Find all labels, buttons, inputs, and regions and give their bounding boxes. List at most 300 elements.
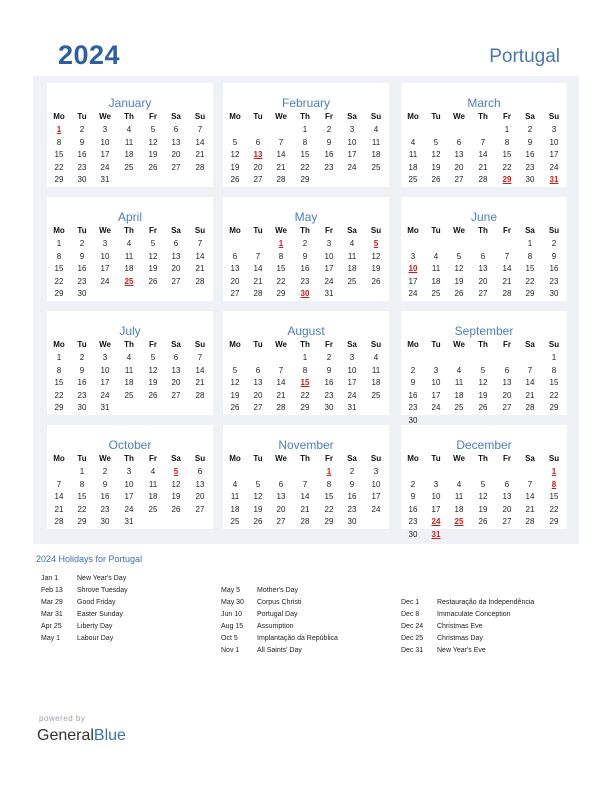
calendar-day: 22 — [549, 390, 559, 400]
weekday-header: Su — [194, 454, 206, 463]
month-name: January — [108, 96, 152, 110]
holiday-name: Good Friday — [77, 599, 116, 606]
calendar-day: 5 — [255, 479, 261, 489]
calendar-day: 6 — [173, 125, 179, 134]
weekday-header: Sa — [347, 454, 357, 463]
calendar-day: 17 — [431, 390, 441, 400]
calendar-day: 11 — [230, 492, 240, 502]
month-june — [401, 197, 567, 301]
calendar-day: 11 — [124, 365, 134, 375]
calendar-day: 17 — [124, 492, 134, 502]
calendar-day: 25 — [371, 162, 381, 172]
holiday-name: Shrove Tuesday — [77, 587, 128, 594]
calendar-day: 10 — [431, 378, 441, 388]
calendar-day: 28 — [195, 276, 205, 286]
calendar-day: 3 — [410, 251, 416, 261]
calendar-day: 31 — [100, 175, 110, 185]
calendar-day: 17 — [324, 264, 334, 274]
calendar-day: 22 — [77, 504, 87, 514]
calendar-day: 29 — [54, 403, 64, 413]
calendar-day: 4 — [150, 467, 156, 476]
weekday-header: Tu — [431, 340, 441, 349]
holiday-date: Jan 1 — [41, 575, 59, 582]
calendar-day: 20 — [502, 390, 512, 400]
holiday-date: Jun 10 — [221, 611, 243, 618]
calendar-day: 18 — [431, 276, 441, 286]
holiday-name: Portugal Day — [257, 611, 298, 618]
calendar-day: 25 — [230, 517, 240, 527]
calendar-day: 7 — [504, 251, 510, 261]
weekday-header: Th — [478, 340, 488, 349]
holiday-column — [41, 575, 128, 647]
weekday-header: Sa — [347, 340, 357, 349]
calendar-day: 22 — [502, 162, 512, 172]
weekday-header: We — [275, 340, 287, 349]
calendar-day: 13 — [195, 479, 205, 489]
calendar-day: 28 — [195, 390, 205, 400]
calendar-day: 21 — [195, 150, 205, 160]
calendar-day: 27 — [454, 175, 464, 185]
weekday-header: Su — [370, 340, 382, 349]
calendar-day: 19 — [230, 162, 240, 172]
calendar-day: 30 — [77, 175, 87, 185]
calendar-day: 8 — [326, 479, 332, 489]
brand-general: General — [37, 727, 94, 744]
calendar-day: 11 — [124, 251, 134, 261]
calendar-day: 27 — [230, 289, 240, 299]
calendar-grid — [33, 76, 579, 544]
brand-blue: Blue — [93, 727, 126, 744]
calendar-day: 26 — [454, 289, 464, 299]
holiday-row — [221, 611, 338, 623]
calendar-day: 25 — [347, 276, 357, 286]
weekday-header: We — [99, 454, 111, 463]
calendar-day: 10 — [324, 251, 334, 261]
calendar-day: 17 — [549, 150, 559, 160]
holiday-date: Feb 13 — [41, 587, 63, 594]
holiday-day: 5 — [373, 239, 379, 248]
calendar-day: 22 — [54, 276, 64, 286]
month-march — [401, 83, 567, 187]
calendar-day: 19 — [454, 276, 464, 286]
calendar-day: 15 — [54, 378, 64, 388]
calendar-day: 30 — [408, 416, 418, 425]
calendar-day: 28 — [276, 403, 286, 413]
weekday-header: Tu — [253, 454, 263, 463]
weekday-header: Fr — [503, 112, 511, 121]
calendar-day: 25 — [454, 403, 464, 413]
calendar-day: 16 — [77, 378, 87, 388]
calendar-day: 1 — [551, 353, 557, 362]
calendar-day: 9 — [326, 137, 332, 147]
calendar-day: 14 — [276, 150, 286, 160]
calendar-day: 14 — [276, 378, 286, 388]
weekday-header: Tu — [431, 226, 441, 235]
weekday-header: Su — [194, 112, 206, 121]
holiday-date: Nov 1 — [221, 647, 240, 654]
calendar-day: 24 — [431, 403, 441, 413]
calendar-day: 13 — [171, 137, 181, 147]
calendar-day: 19 — [148, 150, 158, 160]
calendar-day: 2 — [302, 239, 308, 248]
calendar-day: 17 — [431, 504, 441, 514]
calendar-day: 21 — [502, 276, 512, 286]
calendar-day: 30 — [324, 403, 334, 413]
month-november — [223, 425, 389, 529]
holiday-day: 30 — [300, 289, 310, 299]
calendar-day: 12 — [478, 492, 488, 502]
holiday-name: Labour Day — [77, 635, 114, 642]
calendar-day: 26 — [171, 504, 181, 514]
calendar-day: 28 — [276, 175, 286, 185]
weekday-header: Fr — [149, 112, 157, 121]
calendar-day: 22 — [525, 276, 535, 286]
calendar-day: 14 — [195, 251, 205, 261]
calendar-day: 18 — [148, 492, 158, 502]
calendar-day: 6 — [255, 365, 261, 375]
calendar-day: 23 — [100, 504, 110, 514]
calendar-day: 9 — [79, 137, 85, 147]
holiday-row — [221, 635, 338, 647]
calendar-day: 1 — [79, 467, 85, 476]
holiday-row — [41, 611, 128, 623]
holiday-day: 10 — [408, 264, 418, 274]
holiday-day: 24 — [431, 517, 441, 527]
calendar-day: 22 — [324, 504, 334, 514]
calendar-day: 26 — [148, 162, 158, 172]
calendar-day: 26 — [478, 517, 488, 527]
weekday-header: Tu — [431, 454, 441, 463]
holiday-day: 13 — [253, 150, 263, 160]
calendar-day: 5 — [150, 353, 156, 362]
calendar-day: 30 — [77, 403, 87, 413]
calendar-day: 20 — [195, 492, 205, 502]
holiday-date: Dec 24 — [401, 623, 424, 630]
calendar-day: 20 — [253, 162, 263, 172]
calendar-day: 7 — [56, 479, 62, 489]
calendar-day: 12 — [148, 365, 158, 375]
holiday-column — [401, 599, 534, 659]
calendar-day: 18 — [124, 150, 134, 160]
calendar-day: 12 — [454, 264, 464, 274]
calendar-day: 26 — [230, 403, 240, 413]
weekday-header: Fr — [149, 454, 157, 463]
month-name: June — [470, 210, 498, 224]
month-name: May — [294, 210, 318, 224]
holiday-row — [41, 635, 128, 647]
calendar-day: 18 — [454, 390, 464, 400]
calendar-day: 7 — [480, 137, 486, 147]
weekday-header: We — [275, 112, 287, 121]
calendar-day: 25 — [408, 175, 418, 185]
holiday-row — [41, 575, 128, 587]
calendar-day: 10 — [124, 479, 134, 489]
calendar-day: 5 — [456, 251, 462, 261]
calendar-day: 6 — [456, 137, 462, 147]
calendar-day: 14 — [478, 150, 488, 160]
calendar-day: 16 — [347, 492, 357, 502]
calendar-day: 8 — [302, 137, 308, 147]
holiday-row — [221, 599, 338, 611]
calendar-day: 30 — [100, 517, 110, 527]
calendar-day: 7 — [255, 251, 261, 261]
month-january — [47, 83, 213, 187]
month-name: February — [281, 96, 331, 110]
weekday-header: Sa — [347, 112, 357, 121]
weekday-header: Tu — [77, 226, 87, 235]
calendar-day: 4 — [232, 479, 238, 489]
calendar-day: 16 — [300, 264, 310, 274]
calendar-day: 8 — [56, 365, 62, 375]
holiday-row — [401, 635, 534, 647]
calendar-day: 29 — [549, 517, 559, 527]
calendar-day: 28 — [300, 517, 310, 527]
weekday-header: Sa — [525, 454, 535, 463]
calendar-day: 15 — [525, 264, 535, 274]
calendar-day: 4 — [126, 353, 132, 362]
calendar-day: 9 — [410, 378, 416, 388]
calendar-day: 12 — [230, 150, 240, 160]
calendar-day: 13 — [502, 492, 512, 502]
calendar-day: 12 — [148, 137, 158, 147]
calendar-day: 19 — [253, 504, 263, 514]
weekday-header: Su — [548, 226, 560, 235]
holiday-date: Dec 8 — [401, 611, 420, 618]
weekday-header: Fr — [325, 340, 333, 349]
calendar-day: 19 — [171, 492, 181, 502]
holiday-date: May 1 — [41, 635, 61, 642]
month-name: October — [108, 438, 152, 452]
calendar-day: 6 — [232, 251, 238, 261]
holiday-name: Assumption — [257, 623, 294, 630]
calendar-day: 6 — [504, 365, 510, 375]
calendar-day: 6 — [480, 251, 486, 261]
calendar-day: 23 — [549, 276, 559, 286]
calendar-day: 2 — [410, 479, 416, 489]
holiday-row — [401, 647, 534, 659]
holiday-date: Dec 31 — [401, 647, 424, 654]
calendar-day: 25 — [148, 504, 158, 514]
calendar-day: 18 — [230, 504, 240, 514]
calendar-day: 14 — [300, 492, 310, 502]
holiday-date: Oct 5 — [221, 635, 238, 642]
weekday-header: Mo — [407, 112, 419, 121]
month-name: November — [278, 438, 334, 452]
weekday-header: Th — [478, 454, 488, 463]
holiday-name: Implantação da República — [257, 635, 338, 642]
calendar-day: 12 — [171, 479, 181, 489]
calendar-day: 23 — [300, 276, 310, 286]
calendar-day: 2 — [326, 125, 332, 134]
calendar-day: 2 — [326, 353, 332, 362]
month-name: August — [287, 324, 325, 338]
calendar-day: 23 — [77, 390, 87, 400]
calendar-day: 21 — [525, 504, 535, 514]
calendar-day: 26 — [148, 276, 158, 286]
month-name: March — [467, 96, 501, 110]
weekday-header: Su — [194, 340, 206, 349]
holidays-heading: 2024 Holidays for Portugal — [36, 554, 143, 564]
calendar-day: 26 — [253, 517, 263, 527]
calendar-day: 17 — [408, 276, 418, 286]
calendar-day: 2 — [79, 239, 85, 248]
weekday-header: Th — [300, 454, 310, 463]
calendar-day: 22 — [276, 276, 286, 286]
holiday-name: Liberty Day — [77, 623, 113, 630]
calendar-day: 25 — [431, 289, 441, 299]
weekday-header: Sa — [525, 112, 535, 121]
calendar-day: 12 — [148, 251, 158, 261]
calendar-day: 7 — [527, 365, 533, 375]
holiday-date: Aug 15 — [221, 623, 244, 630]
calendar-day: 8 — [278, 251, 284, 261]
calendar-day: 2 — [527, 125, 533, 134]
calendar-day: 23 — [77, 276, 87, 286]
calendar-day: 7 — [197, 353, 203, 362]
calendar-day: 1 — [527, 239, 533, 248]
calendar-day: 8 — [56, 137, 62, 147]
weekday-header: Th — [478, 226, 488, 235]
weekday-header: Mo — [407, 226, 419, 235]
calendar-day: 21 — [276, 390, 286, 400]
calendar-day: 19 — [148, 264, 158, 274]
holiday-date: Dec 25 — [401, 635, 424, 642]
calendar-day: 30 — [525, 175, 535, 185]
weekday-header: We — [275, 226, 287, 235]
weekday-header: Su — [548, 340, 560, 349]
calendar-day: 23 — [408, 403, 418, 413]
calendar-day: 23 — [408, 517, 418, 527]
calendar-day: 24 — [549, 162, 559, 172]
calendar-day: 9 — [410, 492, 416, 502]
weekday-header: Mo — [53, 340, 65, 349]
calendar-day: 31 — [100, 403, 110, 413]
calendar-day: 15 — [276, 264, 286, 274]
holiday-day: 1 — [326, 467, 332, 476]
calendar-day: 13 — [230, 264, 240, 274]
holiday-name: New Year's Day — [77, 575, 127, 582]
calendar-day: 15 — [549, 378, 559, 388]
country-title: Portugal — [489, 46, 560, 67]
calendar-day: 10 — [347, 137, 357, 147]
calendar-day: 25 — [371, 390, 381, 400]
holiday-date: Apr 25 — [41, 623, 62, 630]
weekday-header: Mo — [229, 454, 241, 463]
calendar-day: 20 — [230, 276, 240, 286]
holiday-day: 1 — [278, 239, 284, 248]
weekday-header: Mo — [229, 340, 241, 349]
calendar-day: 18 — [124, 378, 134, 388]
calendar-day: 10 — [431, 492, 441, 502]
holiday-day: 5 — [173, 467, 179, 476]
calendar-day: 15 — [54, 150, 64, 160]
weekday-header: Th — [300, 340, 310, 349]
calendar-day: 24 — [100, 162, 110, 172]
weekday-header: Fr — [325, 112, 333, 121]
calendar-day: 21 — [253, 276, 263, 286]
calendar-day: 29 — [276, 289, 286, 299]
calendar-day: 11 — [431, 264, 441, 274]
calendar-day: 8 — [56, 251, 62, 261]
calendar-day: 30 — [77, 289, 87, 299]
calendar-day: 28 — [253, 289, 263, 299]
holiday-name: All Saints' Day — [257, 647, 302, 654]
weekday-header: Th — [124, 340, 134, 349]
calendar-day: 29 — [54, 175, 64, 185]
calendar-day: 17 — [347, 378, 357, 388]
calendar-day: 9 — [79, 365, 85, 375]
weekday-header: Fr — [149, 226, 157, 235]
calendar-day: 2 — [551, 239, 557, 248]
calendar-day: 13 — [478, 264, 488, 274]
calendar-day: 17 — [371, 492, 381, 502]
calendar-day: 5 — [232, 137, 238, 147]
weekday-header: Su — [548, 454, 560, 463]
weekday-header: Fr — [325, 454, 333, 463]
holiday-row — [41, 623, 128, 635]
calendar-day: 2 — [79, 353, 85, 362]
calendar-day: 14 — [54, 492, 64, 502]
calendar-day: 1 — [56, 239, 62, 248]
calendar-day: 22 — [54, 390, 64, 400]
calendar-day: 21 — [300, 504, 310, 514]
month-october — [47, 425, 213, 529]
holiday-name: Restauração da Independência — [437, 599, 535, 606]
calendar-day: 27 — [171, 162, 181, 172]
weekday-header: Sa — [525, 226, 535, 235]
calendar-day: 22 — [549, 504, 559, 514]
weekday-header: Mo — [53, 454, 65, 463]
calendar-day: 10 — [100, 365, 110, 375]
calendar-day: 18 — [408, 162, 418, 172]
calendar-day: 19 — [230, 390, 240, 400]
calendar-day: 14 — [502, 264, 512, 274]
calendar-day: 6 — [278, 479, 284, 489]
calendar-day: 17 — [100, 150, 110, 160]
calendar-day: 20 — [253, 390, 263, 400]
calendar-day: 7 — [302, 479, 308, 489]
weekday-header: Fr — [149, 340, 157, 349]
weekday-header: Tu — [77, 340, 87, 349]
holiday-name: Immaculate Conception — [437, 611, 511, 618]
holiday-row — [221, 623, 338, 635]
calendar-day: 21 — [525, 390, 535, 400]
holiday-row — [221, 647, 338, 659]
calendar-day: 22 — [300, 162, 310, 172]
calendar-day: 6 — [173, 239, 179, 248]
calendar-day: 28 — [525, 403, 535, 413]
calendar-day: 3 — [102, 125, 108, 134]
calendar-day: 21 — [195, 378, 205, 388]
weekday-header: We — [99, 340, 111, 349]
calendar-day: 5 — [232, 365, 238, 375]
calendar-day: 28 — [502, 289, 512, 299]
calendar-day: 28 — [525, 517, 535, 527]
calendar-day: 10 — [549, 137, 559, 147]
holiday-day: 8 — [551, 479, 557, 489]
calendar-day: 5 — [150, 239, 156, 248]
holiday-day: 1 — [56, 125, 62, 134]
calendar-day: 29 — [324, 517, 334, 527]
calendar-day: 20 — [171, 378, 181, 388]
calendar-day: 24 — [347, 390, 357, 400]
weekday-header: Fr — [503, 340, 511, 349]
holiday-row — [41, 587, 128, 599]
calendar-day: 7 — [197, 125, 203, 134]
calendar-day: 8 — [504, 137, 510, 147]
weekday-header: Th — [124, 454, 134, 463]
calendar-day: 16 — [408, 504, 418, 514]
